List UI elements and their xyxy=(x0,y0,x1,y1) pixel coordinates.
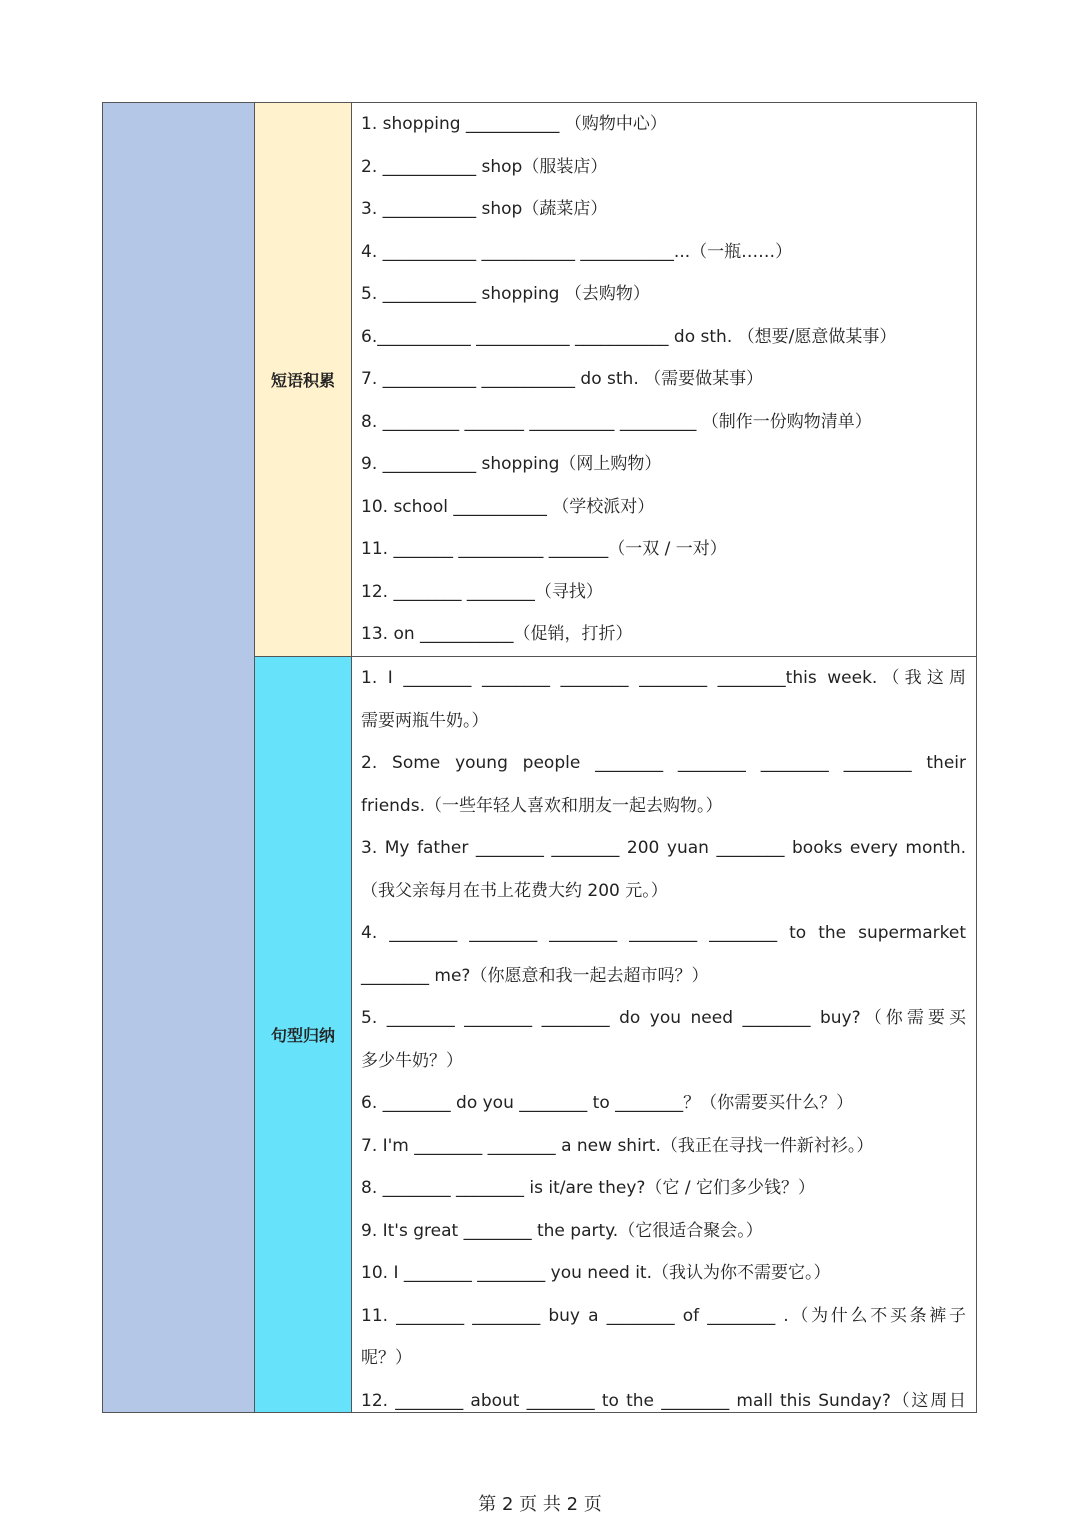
phrase-line: 1. shopping ___________ （购物中心） xyxy=(361,114,667,134)
phrase-line: 12. ________ ________（寻找） xyxy=(361,581,603,602)
category-column xyxy=(103,103,255,1412)
phrase-line: 13. on ___________（促销，打折） xyxy=(361,624,633,644)
sentences-section xyxy=(352,657,976,1412)
page-number: 第 2 页 共 2 页 xyxy=(478,1494,602,1515)
phrase-line: 8. _________ _______ __________ _________ （制作一份购物清单） xyxy=(361,411,872,432)
sentence-line: 9. It's great ________ the party.（它很适合聚会。） xyxy=(361,1220,763,1241)
sentence-line: 6. ________ do you ________ to ________？（你需要买什么？） xyxy=(361,1093,854,1113)
phrases-section xyxy=(352,103,976,657)
section-label-column xyxy=(255,103,352,1412)
phrase-line: 2. ___________ shop（服装店） xyxy=(361,156,608,177)
phrase-line: 4. ___________ ___________ ___________...（一瓶……） xyxy=(361,241,793,262)
exercise-content xyxy=(352,103,976,1412)
sentence-line: 10. I ________ ________ you need it.（我认为你不需要它。） xyxy=(361,1263,831,1283)
sentence-line: 2. Some young people ________ ________ ________ ________ their xyxy=(361,753,966,773)
sentence-line: friends.（一些年轻人喜欢和朋友一起去购物。） xyxy=(361,795,723,816)
sentence-line: 呢？） xyxy=(361,1348,412,1368)
sentence-line: 5. ________ ________ ________ do you need ________ buy?（你需要买 xyxy=(361,1008,966,1028)
sentence-line: 12. ________ about ________ to the ________ mall this Sunday?（这周日 xyxy=(361,1390,966,1411)
sentence-line: 1. I ________ ________ ________ ________ ________this week.（我这周 xyxy=(361,668,966,688)
phrase-line: 10. school ___________ （学校派对） xyxy=(361,496,655,517)
sentence-line: 8. ________ ________ is it/are they?（它 / 它们多少钱？） xyxy=(361,1178,815,1198)
phrase-line: 3. ___________ shop（蔬菜店） xyxy=(361,199,608,219)
phrase-line: 7. ___________ ___________ do sth. （需要做某事） xyxy=(361,369,764,389)
sentences-label: 句型归纳 xyxy=(255,657,351,1412)
phrase-line: 6.___________ ___________ ___________ do sth. （想要/愿意做某事） xyxy=(361,326,897,347)
sentence-line: 7. I'm ________ ________ a new shirt.（我正在寻找一件新衬衫。） xyxy=(361,1135,874,1156)
phrase-line: 9. ___________ shopping（网上购物） xyxy=(361,454,662,474)
sentence-line: （我父亲每月在书上花费大约 200 元。） xyxy=(361,880,668,901)
phrase-line: 11. _______ __________ _______（一双 / 一对） xyxy=(361,539,727,559)
sentence-line: 4. ________ ________ ________ ________ ________ to the supermarket xyxy=(361,923,966,943)
sentence-line: 3. My father ________ ________ 200 yuan ________ books every month. xyxy=(361,838,966,858)
sentence-line: ________ me?（你愿意和我一起去超市吗？） xyxy=(361,965,709,986)
sentence-line: 需要两瓶牛奶。） xyxy=(361,710,489,731)
phrases-label: 短语积累 xyxy=(255,103,351,657)
sentence-line: 多少牛奶？） xyxy=(361,1050,463,1071)
sentence-line: 11. ________ ________ buy a ________ of ________ .（为什么不买条裤子 xyxy=(361,1305,966,1326)
phrase-line: 5. ___________ shopping （去购物） xyxy=(361,284,650,304)
worksheet-table xyxy=(102,102,977,1413)
